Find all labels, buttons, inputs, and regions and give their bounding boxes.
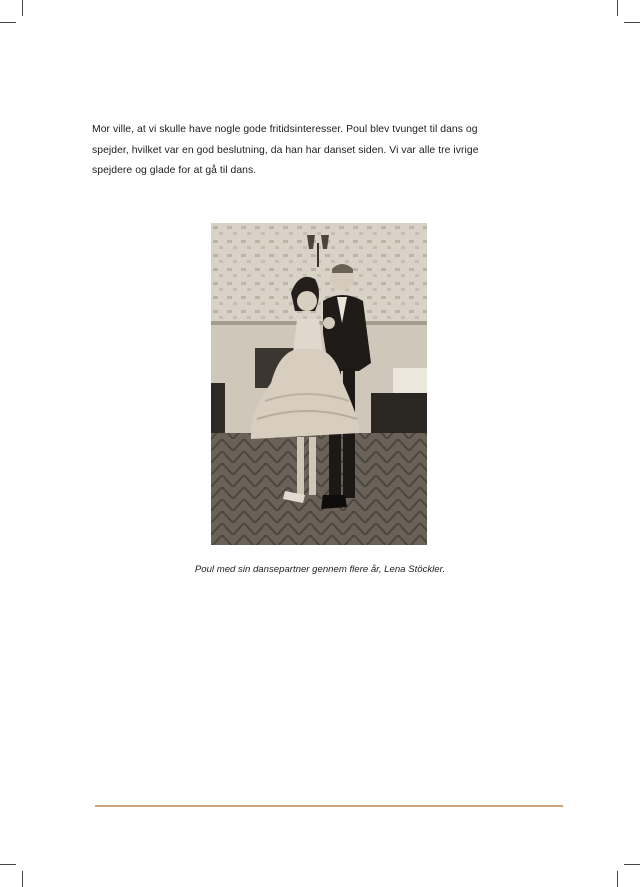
body-line: spejdere og glade for at gå til dans. (92, 165, 257, 176)
figure-caption: Poul med sin dansepartner gennem flere år, Lena Stöckler. (194, 564, 446, 575)
crop-mark (22, 871, 23, 887)
crop-mark (617, 0, 618, 16)
crop-mark (617, 871, 618, 887)
body-line: Mor ville, at vi skulle have nogle gode fritidsinteresser. Poul blev tvunget til dans og (92, 124, 478, 135)
crop-mark (0, 864, 16, 865)
crop-mark (22, 0, 23, 16)
body-line: spejder, hvilket var en god beslutning, da han har danset siden. Vi var alle tre ivrige (92, 144, 479, 156)
crop-mark (624, 864, 640, 865)
body-paragraph (92, 120, 532, 182)
dance-photo (211, 223, 427, 545)
crop-mark (0, 22, 16, 23)
crop-mark (624, 22, 640, 23)
footer-rule (95, 805, 563, 807)
